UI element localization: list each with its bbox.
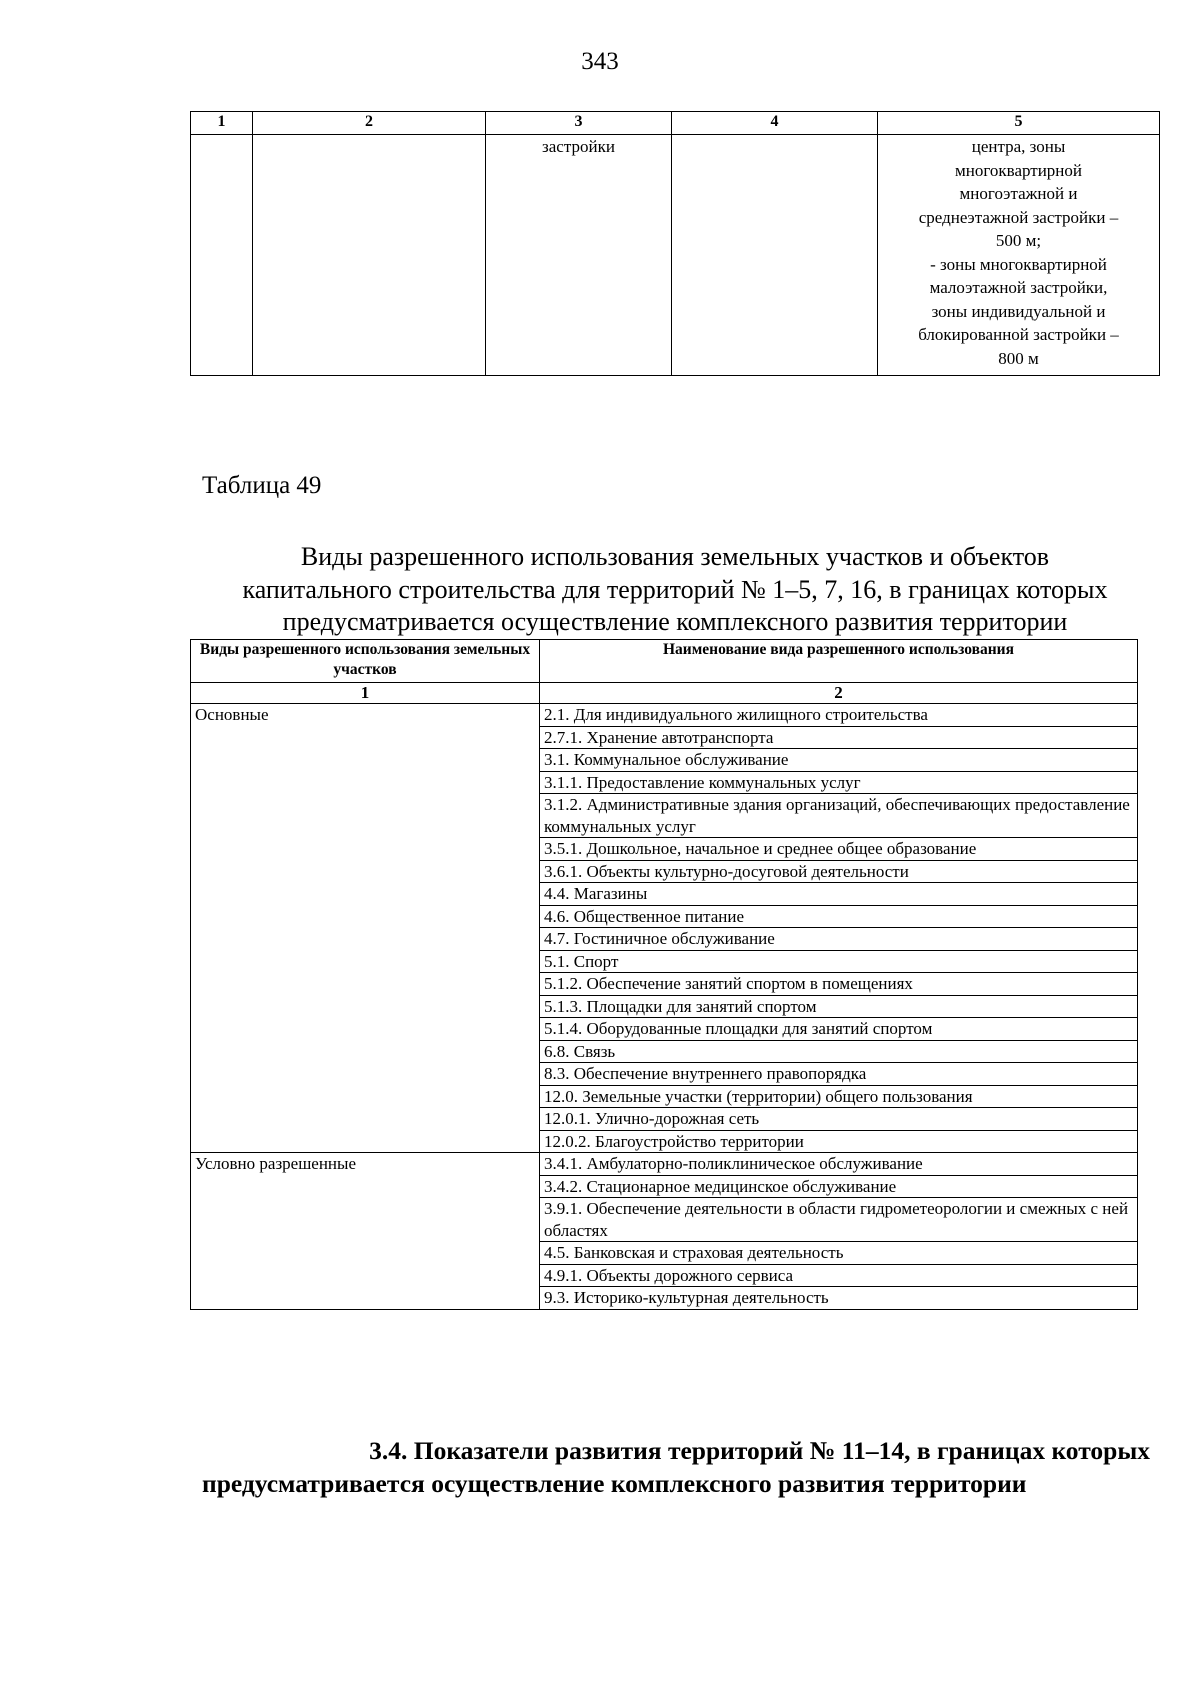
cell-col1: [191, 135, 253, 376]
cell-col5-line: малоэтажной застройки,: [929, 278, 1108, 297]
use-item: 3.1.2. Административные здания организаций, обеспечивающих предоставление коммунальных услуг: [540, 794, 1137, 838]
cell-col4: [672, 135, 878, 376]
cell-col5-line: среднеэтажной застройки –: [918, 207, 1119, 227]
use-item: 12.0. Земельные участки (территории) общего пользования: [540, 1086, 1137, 1109]
section-heading-line: предусматривается осуществление комплексного развития территории: [202, 1469, 1027, 1498]
use-item: 3.1. Коммунальное обслуживание: [540, 749, 1137, 772]
column-number-2: 2: [253, 112, 486, 135]
page-number: 343: [581, 48, 619, 75]
use-item: 3.5.1. Дошкольное, начальное и среднее общее образование: [540, 838, 1137, 861]
permitted-use-header-row: [191, 640, 1138, 683]
table-title-line: предусматривается осуществление комплексного развития территории: [282, 607, 1068, 636]
column-number-5: 5: [878, 112, 1160, 135]
use-item: 5.1.2. Обеспечение занятий спортом в помещениях: [540, 973, 1137, 996]
cell-col2: [253, 135, 486, 376]
use-item: 3.4.1. Амбулаторно-поликлиническое обслуживание: [540, 1153, 1137, 1176]
cell-col5: [878, 135, 1160, 376]
land-use-category: Условно разрешенные: [191, 1153, 540, 1310]
continuation-table-row: [191, 135, 1160, 376]
header-use-name: Наименование вида разрешенного использования: [540, 640, 1138, 683]
use-item: 3.9.1. Обеспечение деятельности в области гидрометеорологии и смежных с ней областях: [540, 1198, 1137, 1242]
column-number-1: 1: [191, 683, 540, 704]
use-item: 12.0.1. Улично-дорожная сеть: [540, 1108, 1137, 1131]
cell-col3: застройки: [486, 135, 672, 376]
continuation-table-header-row: [191, 112, 1160, 135]
use-list: [540, 1153, 1138, 1310]
cell-col5-line: - зоны многоквартирной: [930, 254, 1107, 274]
use-item: 5.1.3. Площадки для занятий спортом: [540, 996, 1137, 1019]
cell-col5-line: центра, зоны: [971, 137, 1066, 156]
cell-col5-line: 500 м;: [995, 231, 1042, 250]
use-item: 8.3. Обеспечение внутреннего правопорядка: [540, 1063, 1137, 1086]
column-number-row: [191, 683, 1138, 704]
table-title-line: Виды разрешенного использования земельных участков и объектов: [300, 542, 1050, 571]
header-land-use-types: Виды разрешенного использования земельных участков: [191, 640, 540, 683]
use-item: 4.7. Гостиничное обслуживание: [540, 928, 1137, 951]
column-number-4: 4: [672, 112, 878, 135]
use-item: 4.5. Банковская и страховая деятельность: [540, 1242, 1137, 1265]
permitted-use-table: [190, 639, 1138, 1310]
use-item: 4.9.1. Объекты дорожного сервиса: [540, 1265, 1137, 1288]
column-number-2: 2: [540, 683, 1138, 704]
table-title: [190, 541, 1160, 639]
table-label: Таблица 49: [202, 472, 322, 499]
use-item: 5.1.4. Оборудованные площадки для занятий спортом: [540, 1018, 1137, 1041]
use-item: 5.1. Спорт: [540, 951, 1137, 974]
use-item: 2.7.1. Хранение автотранспорта: [540, 727, 1137, 750]
cell-col5-line: многоэтажной и: [959, 184, 1078, 203]
use-item: 4.4. Магазины: [540, 883, 1137, 906]
land-use-category: Основные: [191, 704, 540, 1153]
use-item: 2.1. Для индивидуального жилищного строительства: [540, 704, 1137, 727]
use-item: 3.6.1. Объекты культурно-досуговой деятельности: [540, 861, 1137, 884]
table-row: [191, 704, 1138, 1153]
use-item: 9.3. Историко-культурная деятельность: [544, 1288, 829, 1307]
section-heading: [190, 1434, 1160, 1500]
table-title-line: капитального строительства для территорий № 1–5, 7, 16, в границах которых: [242, 574, 1108, 604]
use-item: 12.0.2. Благоустройство территории: [544, 1131, 804, 1151]
use-item: 6.8. Связь: [540, 1041, 1137, 1064]
table-row: [191, 1153, 1138, 1310]
cell-col5-line: многоквартирной: [954, 160, 1082, 180]
cell-col5-line: 800 м: [998, 348, 1039, 368]
use-item: 4.6. Общественное питание: [540, 906, 1137, 929]
use-item: 3.1.1. Предоставление коммунальных услуг: [540, 772, 1137, 795]
column-number-1: 1: [191, 112, 253, 135]
cell-col5-line: блокированной застройки –: [918, 325, 1119, 344]
column-number-3: 3: [486, 112, 672, 135]
cell-col5-line: зоны индивидуальной и: [931, 301, 1106, 321]
continuation-table: [190, 111, 1160, 376]
section-heading-line: 3.4. Показатели развития территорий № 11–14, в границах которых: [369, 1436, 1150, 1465]
use-item: 3.4.2. Стационарное медицинское обслуживание: [540, 1176, 1137, 1199]
use-list: [540, 704, 1138, 1153]
